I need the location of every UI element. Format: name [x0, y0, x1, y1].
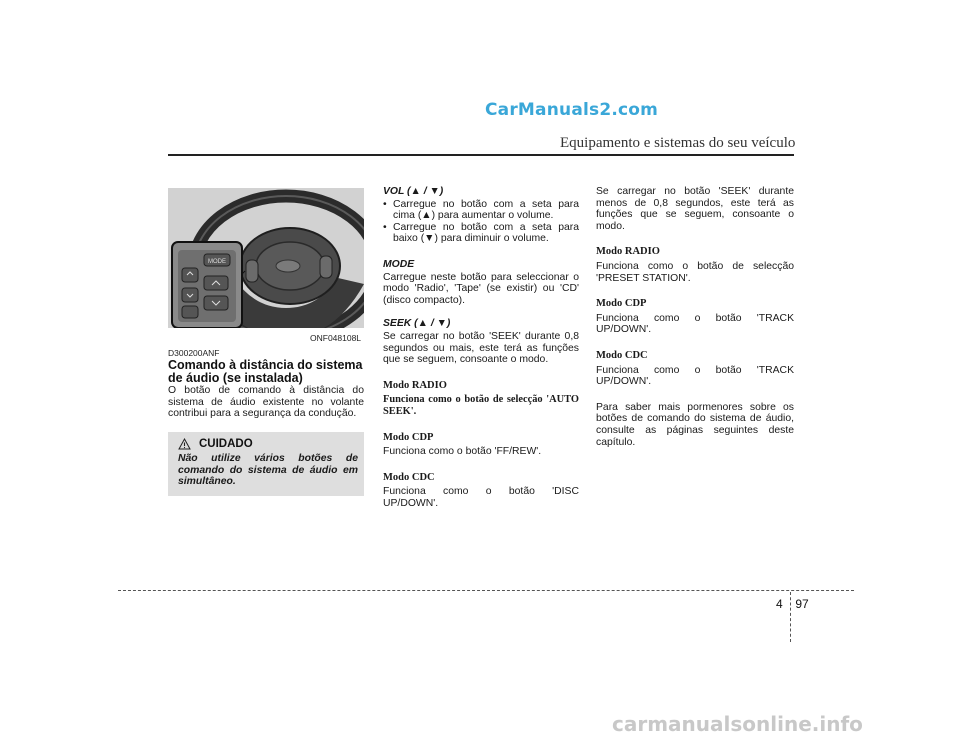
header-rule — [168, 154, 794, 156]
figure-code: ONF048108L — [310, 333, 362, 343]
chapter-number: 4 — [776, 597, 783, 611]
column-3 — [596, 186, 794, 448]
seek-title: SEEK (▲ / ▼) — [383, 318, 451, 330]
cdc-mode-heading: Modo CDC — [383, 471, 435, 483]
radio-mode-heading: Modo RADIO — [383, 379, 447, 391]
cdc-mode-heading-2: Modo CDC — [596, 349, 648, 361]
warning-triangle-icon — [178, 438, 191, 450]
section-title: Equipamento e sistemas do seu veículo — [560, 135, 796, 151]
outro-paragraph: Para saber mais pormenores sobre os botões de comando do sistema de áudio, consulte as páginas seguintes deste capítulo. — [596, 401, 794, 448]
steering-wheel-illustration — [168, 188, 364, 328]
radio-mode-heading-2: Modo RADIO — [596, 246, 660, 258]
mode-button-label: MODE — [208, 259, 226, 265]
mode-title: MODE — [383, 258, 415, 270]
list-item: • Carregue no botão com a seta para baixo (▼) para diminuir o volume. — [383, 221, 579, 245]
column-2 — [383, 186, 579, 509]
caution-box — [168, 432, 364, 496]
caution-text: Não utilize vários botões de comando do sistema de áudio em simultâneo. — [178, 453, 358, 488]
mode-text: Carregue neste botão para seleccionar o modo 'Radio', 'Tape' (se existir) ou 'CD' (disco compacto). — [383, 271, 579, 306]
seek-text: Se carregar no botão 'SEEK' durante 0,8 segundos ou mais, este terá as funções que se seguem, consoante o modo. — [383, 330, 579, 366]
intro-paragraph: O botão de comando à distância do sistema de áudio existente no volante contribui para a segurança da condução. — [168, 385, 364, 420]
page-number-value: 97 — [795, 597, 809, 611]
caution-header — [178, 438, 358, 450]
caution-title: CUIDADO — [199, 438, 253, 450]
list-item: • Carregue no botão com a seta para cima (▲) para aumentar o volume. — [383, 198, 579, 222]
section-heading: Comando à distância do sistema de áudio (se instalada) — [168, 358, 363, 385]
vol-bullet-up: Carregue no botão com a seta para cima (▲) para aumentar o volume. — [393, 198, 579, 222]
seek-short-intro: Se carregar no botão 'SEEK' durante menos de 0,8 segundos, este terá as funções que se seguem, consoante o modo. — [596, 186, 794, 232]
steering-wheel-figure — [168, 188, 364, 328]
cdp-mode-text: Funciona como o botão 'FF/REW'. — [383, 446, 542, 458]
cdc-mode-text-2: Funciona como o botão 'TRACK UP/DOWN'. — [596, 364, 794, 388]
section-code: D300200ANF — [168, 348, 220, 358]
radio-mode-text: Funciona como o botão de selecção 'AUTO SEEK'. — [383, 394, 579, 417]
footer-rule — [118, 590, 854, 591]
cdp-mode-text-2: Funciona como o botão 'TRACK UP/DOWN'. — [596, 312, 794, 336]
watermark-bottom: carmanualsonline.info — [612, 712, 863, 736]
page-number — [776, 597, 809, 611]
vol-title: VOL (▲ / ▼) — [383, 186, 444, 197]
cdc-mode-text: Funciona como o botão 'DISC UP/DOWN'. — [383, 486, 579, 509]
radio-mode-text-2: Funciona como o botão de selecção 'PRESET STATION'. — [596, 260, 794, 284]
watermark-logo: CarManuals2.com — [485, 100, 659, 120]
cdp-mode-heading-2: Modo CDP — [596, 298, 647, 310]
vol-bullet-down: Carregue no botão com a seta para baixo (▼) para diminuir o volume. — [393, 221, 579, 245]
cdp-mode-heading: Modo CDP — [383, 431, 434, 443]
